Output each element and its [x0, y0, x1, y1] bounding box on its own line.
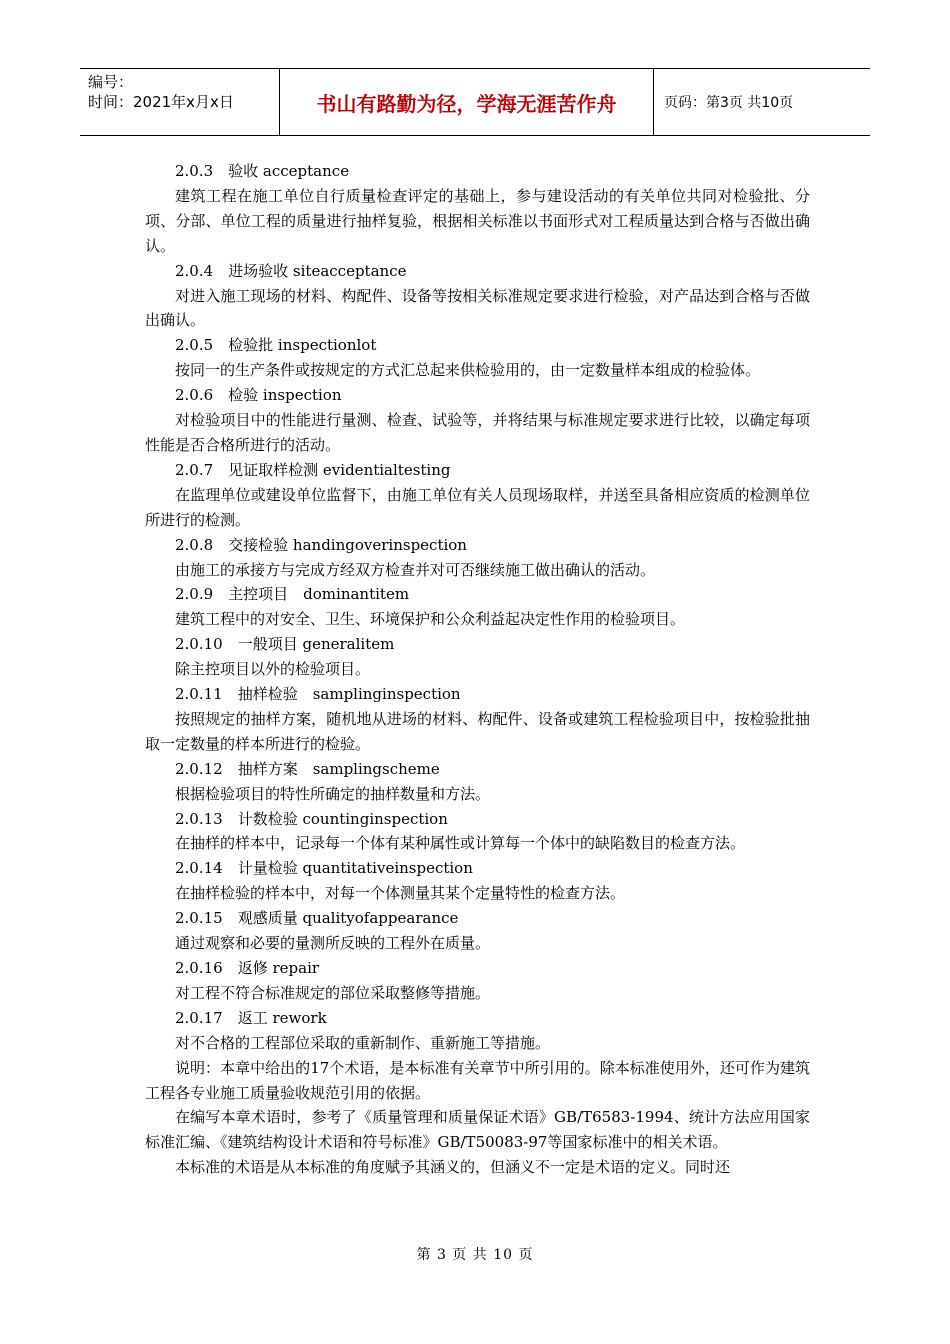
- term-heading: 2.0.12 抽样方案 samplingscheme: [175, 759, 440, 778]
- body-paragraph: 按照规定的抽样方案，随机地从进场的材料、构配件、设备或建筑工程检验项目中，按检验批抽取一定数量的样本所进行的检验。: [145, 709, 810, 753]
- document-body: [145, 159, 810, 1180]
- body-paragraph: 在监理单位或建设单位监督下，由施工单位有关人员现场取样，并送至具备相应资质的检测单位所进行的检测。: [145, 485, 810, 529]
- body-paragraph: 除主控项目以外的检验项目。: [175, 660, 371, 679]
- document-date-label: 时间：2021年x月x日: [88, 93, 234, 111]
- term-heading: 2.0.17 返工 rework: [175, 1008, 327, 1027]
- term-heading: 2.0.14 计量检验 quantitativeinspection: [175, 859, 473, 878]
- body-paragraph: 在编写本章术语时，参考了《质量管理和质量保证术语》GB/T6583-1994、统计方法应用国家标准汇编、《建筑结构设计术语和符号标准》GB/T50083-97等国家标准中的相关术语。: [145, 1108, 810, 1152]
- page-header: [80, 68, 870, 136]
- body-paragraph: 根据检验项目的特性所确定的抽样数量和方法。: [175, 784, 491, 803]
- body-paragraph: 在抽样检验的样本中，对每一个体测量其某个定量特性的检查方法。: [175, 884, 626, 903]
- body-paragraph: 对工程不符合标准规定的部位采取整修等措施。: [175, 983, 491, 1002]
- term-heading: 2.0.11 抽样检验 samplinginspection: [175, 685, 461, 704]
- term-heading: 2.0.10 一般项目 generalitem: [175, 635, 395, 654]
- term-heading: 2.0.16 返修 repair: [175, 959, 320, 977]
- body-paragraph: 建筑工程中的对安全、卫生、环境保护和公众利益起决定性作用的检验项目。: [175, 610, 686, 629]
- term-heading: 2.0.4 进场验收 siteacceptance: [175, 261, 407, 280]
- term-heading: 2.0.13 计数检验 countinginspection: [175, 809, 448, 828]
- body-paragraph: 对检验项目中的性能进行量测、检查、试验等，并将结果与标准规定要求进行比较，以确定每项性能是否合格所进行的活动。: [145, 411, 810, 454]
- document-number-label: 编号：: [88, 73, 134, 91]
- term-heading: 2.0.7 见证取样检测 evidentialtesting: [175, 460, 451, 479]
- body-paragraph: 对进入施工现场的材料、构配件、设备等按相关标准规定要求进行检验，对产品达到合格与否做出确认。: [145, 286, 810, 330]
- body-paragraph: 说明：本章中给出的17个术语，是本标准有关章节中所引用的。除本标准使用外，还可作为建筑工程各专业施工质量验收规范引用的依据。: [145, 1058, 810, 1102]
- body-paragraph: 通过观察和必要的量测所反映的工程外在质量。: [175, 934, 491, 953]
- header-motto: 书山有路勤为径，学海无涯苦作舟: [280, 69, 654, 135]
- term-heading: 2.0.5 检验批 inspectionlot: [175, 336, 377, 355]
- term-heading: 2.0.3 验收 acceptance: [175, 162, 350, 180]
- body-paragraph: 本标准的术语是从本标准的角度赋予其涵义的，但涵义不一定是术语的定义。同时还: [175, 1158, 731, 1177]
- header-meta: [80, 69, 280, 135]
- term-heading: 2.0.9 主控项目 dominantitem: [175, 585, 410, 604]
- body-paragraph: 建筑工程在施工单位自行质量检查评定的基础上，参与建设活动的有关单位共同对检验批、分项、分部、单位工程的质量进行抽样复验，根据相关标准以书面形式对工程质量达到合格与否做出确认。: [145, 186, 810, 255]
- body-paragraph: 对不合格的工程部位采取的重新制作、重新施工等措施。: [175, 1033, 551, 1052]
- body-paragraph: 按同一的生产条件或按规定的方式汇总起来供检验用的，由一定数量样本组成的检验体。: [175, 361, 761, 380]
- term-heading: 2.0.6 检验 inspection: [175, 386, 342, 405]
- page-footer: 第 3 页 共 10 页: [416, 1247, 534, 1263]
- header-page-number: 页码：第3页 共10页: [664, 95, 794, 111]
- body-paragraph: 由施工的承接方与完成方经双方检查并对可否继续施工做出确认的活动。: [175, 560, 656, 579]
- term-heading: 2.0.8 交接检验 handingoverinspection: [175, 535, 467, 554]
- body-paragraph: 在抽样的样本中，记录每一个体有某种属性或计算每一个体中的缺陷数目的检查方法。: [175, 834, 746, 853]
- term-heading: 2.0.15 观感质量 qualityofappearance: [175, 909, 459, 928]
